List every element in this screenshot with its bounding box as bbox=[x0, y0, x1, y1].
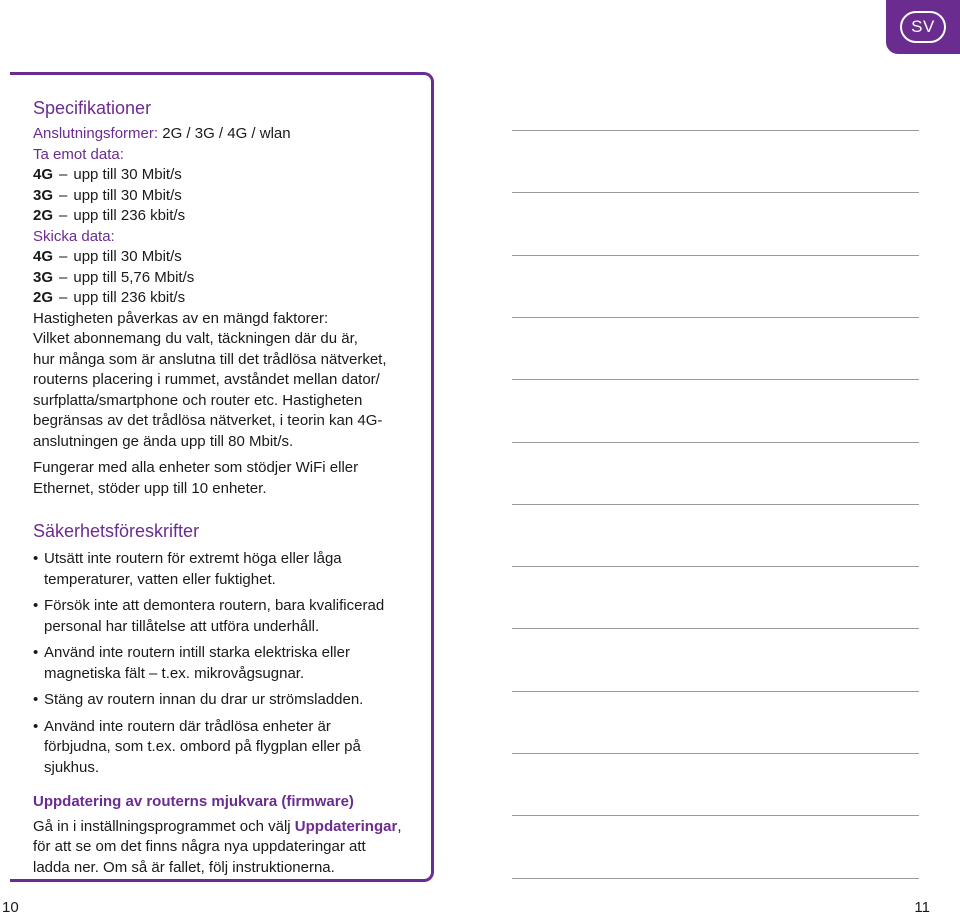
connection-line bbox=[33, 124, 423, 145]
note-line bbox=[512, 442, 919, 443]
list-item: • Använd inte routern intill starka elektriska eller magnetiska fält – t.ex. mikrovågsugnar. bbox=[33, 644, 350, 682]
send-label: Skicka data: bbox=[33, 227, 115, 245]
note-line bbox=[512, 130, 919, 131]
receive-row: 3G – upp till 30 Mbit/s bbox=[33, 186, 182, 204]
receive-row: 4G – upp till 30 Mbit/s bbox=[33, 166, 182, 183]
text-line: Hastigheten påverkas av en mängd faktorer: bbox=[33, 309, 329, 327]
receive-row: 2G – upp till 236 kbit/s bbox=[33, 207, 186, 224]
note-line bbox=[512, 317, 919, 318]
note-line bbox=[512, 691, 919, 692]
bullet-icon: • bbox=[33, 644, 39, 661]
bullet-icon: • bbox=[33, 717, 39, 735]
text-line: för att se om det finns några nya uppdateringar att bbox=[33, 838, 366, 855]
note-line bbox=[512, 255, 919, 256]
receive-label: Ta emot data: bbox=[33, 145, 124, 163]
send-row: 2G – upp till 236 kbit/s bbox=[33, 289, 186, 306]
text-line: surfplatta/smartphone och router etc. Hastigheten bbox=[33, 391, 363, 409]
note-line bbox=[512, 566, 919, 567]
text-line: Fungerar med alla enheter som stödjer WiFi eller bbox=[33, 459, 359, 476]
text-line: begränsas av det trådlösa nätverket, i teorin kan 4G- bbox=[33, 412, 383, 429]
note-line bbox=[512, 379, 919, 380]
text-line: hur många som är anslutna till det trådlösa nätverket, bbox=[33, 350, 387, 368]
note-line bbox=[512, 192, 919, 193]
bullet-icon: • bbox=[33, 597, 39, 614]
note-line bbox=[512, 878, 919, 879]
spec-heading: Specifikationer bbox=[33, 98, 152, 118]
bullet-icon: • bbox=[33, 550, 39, 567]
text-line: Ethernet, stöder upp till 10 enheter. bbox=[33, 479, 267, 497]
list-item: • Använd inte routern där trådlösa enheter är förbjudna, som t.ex. ombord på flygplan eller på sjukhus. bbox=[33, 717, 361, 776]
updates-menu-reference: Uppdateringar bbox=[294, 817, 398, 835]
connection-value: 2G / 3G / 4G / wlan bbox=[162, 125, 291, 142]
language-tab bbox=[886, 0, 960, 54]
connection-label: Anslutningsformer: bbox=[33, 125, 159, 142]
list-item: • Försök inte att demontera routern, bara kvalificerad personal har tillåtelse att utföra underhåll. bbox=[33, 597, 385, 635]
text-line: routerns placering i rummet, avståndet mellan dator/ bbox=[33, 371, 380, 388]
spec-content bbox=[33, 96, 423, 878]
send-row: 4G – upp till 30 Mbit/s bbox=[33, 248, 182, 265]
page-number-right: 11 bbox=[914, 899, 930, 916]
list-item: • Stäng av routern innan du drar ur strömsladden. bbox=[33, 690, 423, 711]
page-number-left: 10 bbox=[2, 899, 19, 916]
text-line: Gå in i inställningsprogrammet och välj Uppdateringar, bbox=[33, 817, 402, 835]
firmware-heading: Uppdatering av routerns mjukvara (firmware) bbox=[33, 793, 354, 810]
send-row: 3G – upp till 5,76 Mbit/s bbox=[33, 268, 195, 286]
firmware-paragraph bbox=[33, 817, 423, 879]
wifi-paragraph bbox=[33, 458, 423, 499]
safety-list bbox=[33, 549, 423, 778]
note-line bbox=[512, 815, 919, 816]
safety-heading: Säkerhetsföreskrifter bbox=[33, 521, 200, 541]
note-line bbox=[512, 504, 919, 505]
speed-factors-paragraph bbox=[33, 309, 423, 453]
bullet-icon: • bbox=[33, 691, 39, 708]
text-line: ladda ner. Om så är fallet, följ instruktionerna. bbox=[33, 858, 335, 876]
list-item: • Utsätt inte routern för extremt höga eller låga temperaturer, vatten eller fuktighet. bbox=[33, 550, 342, 588]
text-line: Vilket abonnemang du valt, täckningen där du är, bbox=[33, 330, 358, 347]
text-line: anslutningen ge ända upp till 80 Mbit/s. bbox=[33, 432, 294, 450]
language-badge: SV bbox=[900, 11, 946, 43]
note-line bbox=[512, 753, 919, 754]
note-line bbox=[512, 628, 919, 629]
